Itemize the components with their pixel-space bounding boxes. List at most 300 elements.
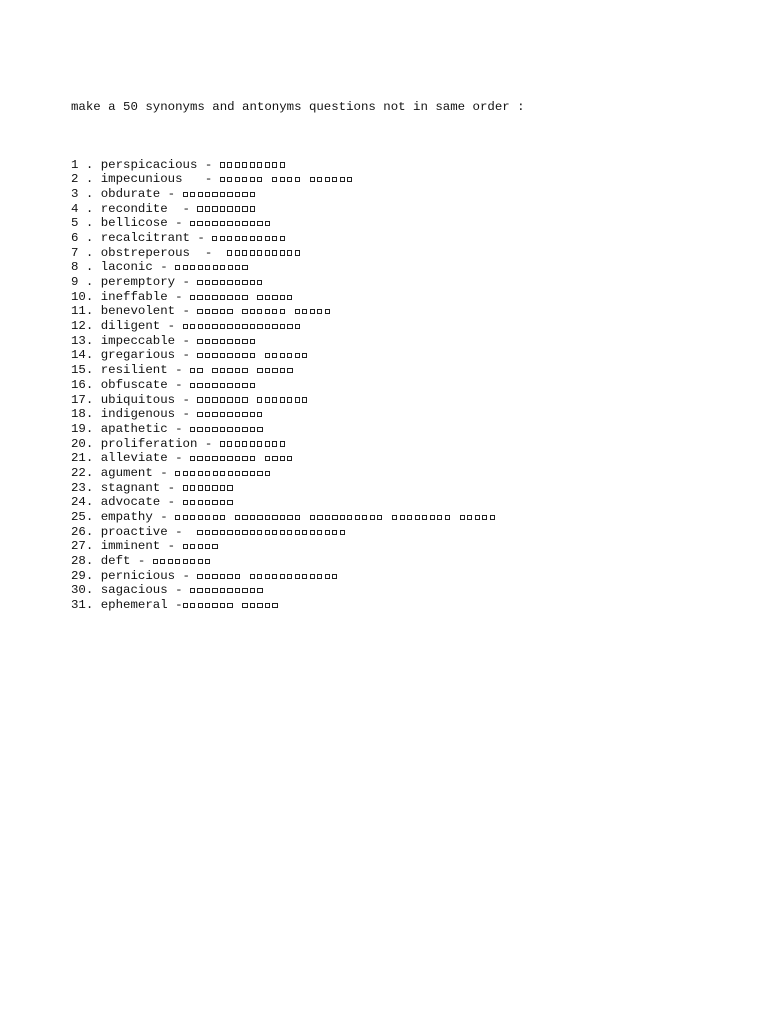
missing-glyph-box <box>445 515 450 520</box>
list-item <box>71 407 751 422</box>
missing-glyph-box <box>183 603 188 608</box>
missing-glyph-text <box>190 216 272 230</box>
missing-glyph-text <box>220 158 287 172</box>
missing-glyph-box <box>280 441 285 446</box>
missing-glyph-box <box>183 192 188 197</box>
missing-glyph-box <box>205 588 210 593</box>
missing-glyph-box <box>235 441 240 446</box>
missing-glyph-box <box>242 471 247 476</box>
missing-glyph-text <box>197 393 309 407</box>
missing-glyph-box <box>235 574 240 579</box>
missing-glyph-box <box>265 515 270 520</box>
missing-glyph-box <box>242 441 247 446</box>
missing-glyph-box <box>197 206 202 211</box>
missing-glyph-box <box>213 471 218 476</box>
list-item <box>71 158 751 173</box>
missing-glyph-box <box>183 485 188 490</box>
missing-glyph-box <box>280 368 285 373</box>
missing-glyph-box <box>257 162 262 167</box>
missing-glyph-box <box>257 412 262 417</box>
missing-glyph-box <box>212 324 217 329</box>
missing-glyph-text <box>197 275 264 289</box>
missing-glyph-box <box>175 471 180 476</box>
missing-glyph-box <box>205 471 210 476</box>
list-item <box>71 451 751 466</box>
missing-glyph-box <box>197 574 202 579</box>
missing-glyph-box <box>272 368 277 373</box>
missing-glyph-box <box>197 530 202 535</box>
missing-glyph-box <box>280 353 285 358</box>
list-item <box>71 378 751 393</box>
missing-glyph-box <box>490 515 495 520</box>
missing-glyph-box <box>302 309 307 314</box>
missing-glyph-box <box>205 221 210 226</box>
missing-glyph-box <box>242 397 247 402</box>
list-item <box>71 290 751 305</box>
missing-glyph-box <box>280 295 285 300</box>
missing-glyph-box <box>220 280 225 285</box>
vocabulary-term: 12. diligent - <box>71 319 183 334</box>
missing-glyph-box <box>190 588 195 593</box>
vocabulary-term: 16. obfuscate - <box>71 377 190 392</box>
missing-glyph-box <box>220 353 225 358</box>
missing-glyph-box <box>235 383 240 388</box>
missing-glyph-box <box>250 280 255 285</box>
missing-glyph-box <box>242 162 247 167</box>
missing-glyph-box <box>198 500 203 505</box>
vocabulary-term: 20. proliferation - <box>71 436 220 451</box>
missing-glyph-box <box>220 441 225 446</box>
vocabulary-term: 6 . recalcitrant - <box>71 230 213 245</box>
list-item <box>71 202 751 217</box>
missing-glyph-box <box>220 485 225 490</box>
missing-glyph-text <box>220 172 355 186</box>
missing-glyph-box <box>250 603 255 608</box>
missing-glyph-box <box>325 574 330 579</box>
vocabulary-term: 27. imminent - <box>71 539 183 554</box>
missing-glyph-box <box>265 456 270 461</box>
missing-glyph-text <box>183 598 280 612</box>
missing-glyph-box <box>257 574 262 579</box>
missing-glyph-box <box>482 515 487 520</box>
missing-glyph-box <box>250 427 255 432</box>
vocabulary-term: 10. ineffable - <box>71 289 190 304</box>
missing-glyph-box <box>287 530 292 535</box>
missing-glyph-box <box>280 515 285 520</box>
missing-glyph-box <box>213 515 218 520</box>
missing-glyph-box <box>280 397 285 402</box>
missing-glyph-box <box>205 309 210 314</box>
missing-glyph-box <box>235 456 240 461</box>
missing-glyph-box <box>212 574 217 579</box>
missing-glyph-box <box>205 412 210 417</box>
missing-glyph-box <box>287 456 292 461</box>
missing-glyph-box <box>437 515 442 520</box>
missing-glyph-box <box>265 368 270 373</box>
missing-glyph-box <box>257 295 262 300</box>
missing-glyph-box <box>272 324 277 329</box>
missing-glyph-box <box>257 280 262 285</box>
missing-glyph-box <box>227 574 232 579</box>
missing-glyph-box <box>347 177 352 182</box>
missing-glyph-box <box>265 324 270 329</box>
missing-glyph-box <box>227 280 232 285</box>
missing-glyph-box <box>400 515 405 520</box>
missing-glyph-box <box>235 236 240 241</box>
missing-glyph-box <box>242 588 247 593</box>
missing-glyph-box <box>205 427 210 432</box>
missing-glyph-box <box>197 368 202 373</box>
missing-glyph-box <box>212 236 217 241</box>
vocabulary-term: 18. indigenous - <box>71 407 198 422</box>
missing-glyph-text <box>197 304 332 318</box>
missing-glyph-box <box>153 559 158 564</box>
missing-glyph-box <box>272 397 277 402</box>
missing-glyph-box <box>205 295 210 300</box>
missing-glyph-box <box>227 368 232 373</box>
missing-glyph-box <box>212 500 217 505</box>
missing-glyph-box <box>242 603 247 608</box>
missing-glyph-box <box>212 383 217 388</box>
missing-glyph-box <box>235 530 240 535</box>
missing-glyph-box <box>242 324 247 329</box>
missing-glyph-box <box>197 427 202 432</box>
missing-glyph-box <box>250 530 255 535</box>
missing-glyph-box <box>287 397 292 402</box>
missing-glyph-box <box>205 206 210 211</box>
missing-glyph-box <box>272 456 277 461</box>
missing-glyph-box <box>242 353 247 358</box>
missing-glyph-text <box>197 525 347 539</box>
missing-glyph-box <box>205 353 210 358</box>
missing-glyph-box <box>295 353 300 358</box>
list-item <box>71 246 751 261</box>
missing-glyph-box <box>317 530 322 535</box>
missing-glyph-box <box>235 280 240 285</box>
missing-glyph-box <box>280 530 285 535</box>
missing-glyph-box <box>220 500 225 505</box>
missing-glyph-box <box>295 515 300 520</box>
missing-glyph-box <box>295 397 300 402</box>
missing-glyph-box <box>340 515 345 520</box>
missing-glyph-box <box>212 309 217 314</box>
missing-glyph-box <box>242 530 247 535</box>
missing-glyph-box <box>212 206 217 211</box>
missing-glyph-box <box>287 353 292 358</box>
missing-glyph-box <box>197 280 202 285</box>
missing-glyph-box <box>183 324 188 329</box>
missing-glyph-box <box>280 309 285 314</box>
missing-glyph-box <box>212 603 217 608</box>
missing-glyph-box <box>295 177 300 182</box>
missing-glyph-box <box>183 265 188 270</box>
missing-glyph-box <box>190 603 195 608</box>
missing-glyph-box <box>227 603 232 608</box>
missing-glyph-box <box>198 515 203 520</box>
missing-glyph-box <box>355 515 360 520</box>
missing-glyph-box <box>198 544 203 549</box>
list-item <box>71 539 751 554</box>
missing-glyph-box <box>257 250 262 255</box>
missing-glyph-box <box>250 383 255 388</box>
missing-glyph-box <box>460 515 465 520</box>
missing-glyph-box <box>280 236 285 241</box>
list-item <box>71 495 751 510</box>
missing-glyph-box <box>242 250 247 255</box>
missing-glyph-box <box>265 397 270 402</box>
missing-glyph-box <box>272 441 277 446</box>
missing-glyph-box <box>287 324 292 329</box>
missing-glyph-box <box>242 309 247 314</box>
missing-glyph-text <box>190 378 257 392</box>
missing-glyph-text <box>227 246 302 260</box>
missing-glyph-box <box>198 265 203 270</box>
missing-glyph-text <box>197 334 257 348</box>
missing-glyph-box <box>227 221 232 226</box>
missing-glyph-box <box>198 485 203 490</box>
list-item <box>71 363 751 378</box>
missing-glyph-text <box>183 481 235 495</box>
missing-glyph-box <box>212 280 217 285</box>
missing-glyph-box <box>220 427 225 432</box>
missing-glyph-box <box>295 574 300 579</box>
missing-glyph-box <box>265 309 270 314</box>
vocabulary-term: 17. ubiquitous - <box>71 392 198 407</box>
vocabulary-term: 26. proactive - <box>71 524 198 539</box>
list-item <box>71 437 751 452</box>
missing-glyph-box <box>168 559 173 564</box>
missing-glyph-box <box>227 309 232 314</box>
vocabulary-term: 9 . peremptory - <box>71 275 198 289</box>
missing-glyph-box <box>235 206 240 211</box>
missing-glyph-box <box>250 471 255 476</box>
missing-glyph-box <box>250 456 255 461</box>
missing-glyph-box <box>250 324 255 329</box>
missing-glyph-box <box>220 588 225 593</box>
missing-glyph-box <box>317 177 322 182</box>
missing-glyph-box <box>205 192 210 197</box>
missing-glyph-box <box>430 515 435 520</box>
missing-glyph-box <box>310 530 315 535</box>
vocabulary-term: 2 . impecunious - <box>71 172 220 187</box>
missing-glyph-text <box>220 437 287 451</box>
missing-glyph-text <box>183 187 258 201</box>
missing-glyph-box <box>332 530 337 535</box>
missing-glyph-box <box>212 427 217 432</box>
missing-glyph-box <box>197 588 202 593</box>
missing-glyph-text <box>190 290 295 304</box>
list-item <box>71 187 751 202</box>
missing-glyph-box <box>190 559 195 564</box>
missing-glyph-box <box>235 265 240 270</box>
missing-glyph-box <box>242 206 247 211</box>
missing-glyph-text <box>183 319 303 333</box>
missing-glyph-box <box>220 162 225 167</box>
missing-glyph-box <box>250 412 255 417</box>
missing-glyph-box <box>205 265 210 270</box>
missing-glyph-box <box>392 515 397 520</box>
missing-glyph-box <box>198 192 203 197</box>
missing-glyph-text <box>175 466 272 480</box>
missing-glyph-box <box>265 250 270 255</box>
list-item <box>71 422 751 437</box>
vocabulary-term: 23. stagnant - <box>71 480 183 495</box>
missing-glyph-box <box>228 471 233 476</box>
missing-glyph-box <box>205 456 210 461</box>
list-item <box>71 569 751 584</box>
instruction-text: make a 50 synonyms and antonyms questions not in same order : <box>71 100 525 114</box>
missing-glyph-box <box>205 339 210 344</box>
missing-glyph-box <box>475 515 480 520</box>
missing-glyph-box <box>280 456 285 461</box>
list-item <box>71 172 751 187</box>
missing-glyph-box <box>272 162 277 167</box>
missing-glyph-box <box>272 236 277 241</box>
missing-glyph-box <box>212 192 217 197</box>
vocabulary-term: 22. agument - <box>71 465 176 480</box>
missing-glyph-box <box>190 485 195 490</box>
missing-glyph-box <box>250 515 255 520</box>
missing-glyph-box <box>190 500 195 505</box>
missing-glyph-box <box>198 603 203 608</box>
missing-glyph-box <box>257 177 262 182</box>
missing-glyph-box <box>242 383 247 388</box>
missing-glyph-box <box>227 485 232 490</box>
vocabulary-term: 7 . obstreperous - <box>71 245 228 260</box>
missing-glyph-text <box>183 495 235 509</box>
missing-glyph-box <box>280 324 285 329</box>
missing-glyph-box <box>220 412 225 417</box>
missing-glyph-box <box>183 544 188 549</box>
missing-glyph-box <box>190 383 195 388</box>
missing-glyph-box <box>220 236 225 241</box>
missing-glyph-box <box>227 177 232 182</box>
missing-glyph-box <box>227 162 232 167</box>
missing-glyph-box <box>347 515 352 520</box>
missing-glyph-box <box>242 177 247 182</box>
missing-glyph-box <box>227 588 232 593</box>
missing-glyph-box <box>220 471 225 476</box>
missing-glyph-box <box>198 324 203 329</box>
missing-glyph-box <box>325 177 330 182</box>
vocabulary-term: 3 . obdurate - <box>71 186 183 201</box>
missing-glyph-box <box>250 353 255 358</box>
vocabulary-term: 28. deft - <box>71 554 153 569</box>
missing-glyph-box <box>220 265 225 270</box>
missing-glyph-box <box>295 309 300 314</box>
missing-glyph-box <box>197 339 202 344</box>
missing-glyph-box <box>198 471 203 476</box>
missing-glyph-box <box>242 412 247 417</box>
missing-glyph-box <box>183 515 188 520</box>
missing-glyph-box <box>227 250 232 255</box>
missing-glyph-box <box>287 295 292 300</box>
missing-glyph-box <box>265 471 270 476</box>
missing-glyph-box <box>205 397 210 402</box>
missing-glyph-box <box>272 574 277 579</box>
missing-glyph-box <box>317 515 322 520</box>
list-item <box>71 481 751 496</box>
missing-glyph-box <box>190 324 195 329</box>
missing-glyph-box <box>257 588 262 593</box>
missing-glyph-box <box>250 236 255 241</box>
missing-glyph-box <box>250 441 255 446</box>
missing-glyph-box <box>287 574 292 579</box>
missing-glyph-box <box>422 515 427 520</box>
missing-glyph-box <box>272 250 277 255</box>
missing-glyph-box <box>227 206 232 211</box>
missing-glyph-box <box>197 412 202 417</box>
missing-glyph-box <box>295 530 300 535</box>
list-item <box>71 554 751 569</box>
vocabulary-list <box>71 158 751 613</box>
vocabulary-term: 31. ephemeral - <box>71 598 183 613</box>
missing-glyph-box <box>317 309 322 314</box>
missing-glyph-box <box>213 265 218 270</box>
missing-glyph-box <box>257 397 262 402</box>
vocabulary-term: 30. sagacious - <box>71 583 190 598</box>
missing-glyph-box <box>190 427 195 432</box>
missing-glyph-box <box>205 559 210 564</box>
missing-glyph-box <box>257 603 262 608</box>
missing-glyph-box <box>302 530 307 535</box>
missing-glyph-box <box>250 250 255 255</box>
missing-glyph-box <box>212 588 217 593</box>
missing-glyph-box <box>190 295 195 300</box>
missing-glyph-text <box>197 202 257 216</box>
missing-glyph-box <box>212 412 217 417</box>
list-item <box>71 348 751 363</box>
missing-glyph-box <box>220 530 225 535</box>
missing-glyph-box <box>272 177 277 182</box>
vocabulary-term: 25. empathy - <box>71 510 176 524</box>
missing-glyph-box <box>227 295 232 300</box>
missing-glyph-box <box>212 221 217 226</box>
missing-glyph-box <box>197 309 202 314</box>
missing-glyph-box <box>227 397 232 402</box>
missing-glyph-box <box>212 339 217 344</box>
missing-glyph-box <box>377 515 382 520</box>
missing-glyph-box <box>242 221 247 226</box>
missing-glyph-box <box>220 295 225 300</box>
missing-glyph-box <box>190 368 195 373</box>
missing-glyph-box <box>220 206 225 211</box>
missing-glyph-box <box>265 530 270 535</box>
missing-glyph-text <box>190 451 295 465</box>
missing-glyph-box <box>175 515 180 520</box>
missing-glyph-box <box>242 427 247 432</box>
list-item <box>71 510 751 525</box>
missing-glyph-text <box>153 554 213 568</box>
missing-glyph-box <box>227 456 232 461</box>
missing-glyph-box <box>242 339 247 344</box>
missing-glyph-box <box>197 456 202 461</box>
missing-glyph-box <box>198 559 203 564</box>
missing-glyph-box <box>220 456 225 461</box>
missing-glyph-box <box>212 485 217 490</box>
missing-glyph-box <box>197 353 202 358</box>
missing-glyph-box <box>220 603 225 608</box>
missing-glyph-box <box>205 574 210 579</box>
missing-glyph-box <box>310 515 315 520</box>
missing-glyph-box <box>183 471 188 476</box>
missing-glyph-box <box>242 192 247 197</box>
list-item <box>71 525 751 540</box>
missing-glyph-box <box>190 515 195 520</box>
missing-glyph-box <box>265 603 270 608</box>
missing-glyph-box <box>205 603 210 608</box>
missing-glyph-box <box>295 250 300 255</box>
